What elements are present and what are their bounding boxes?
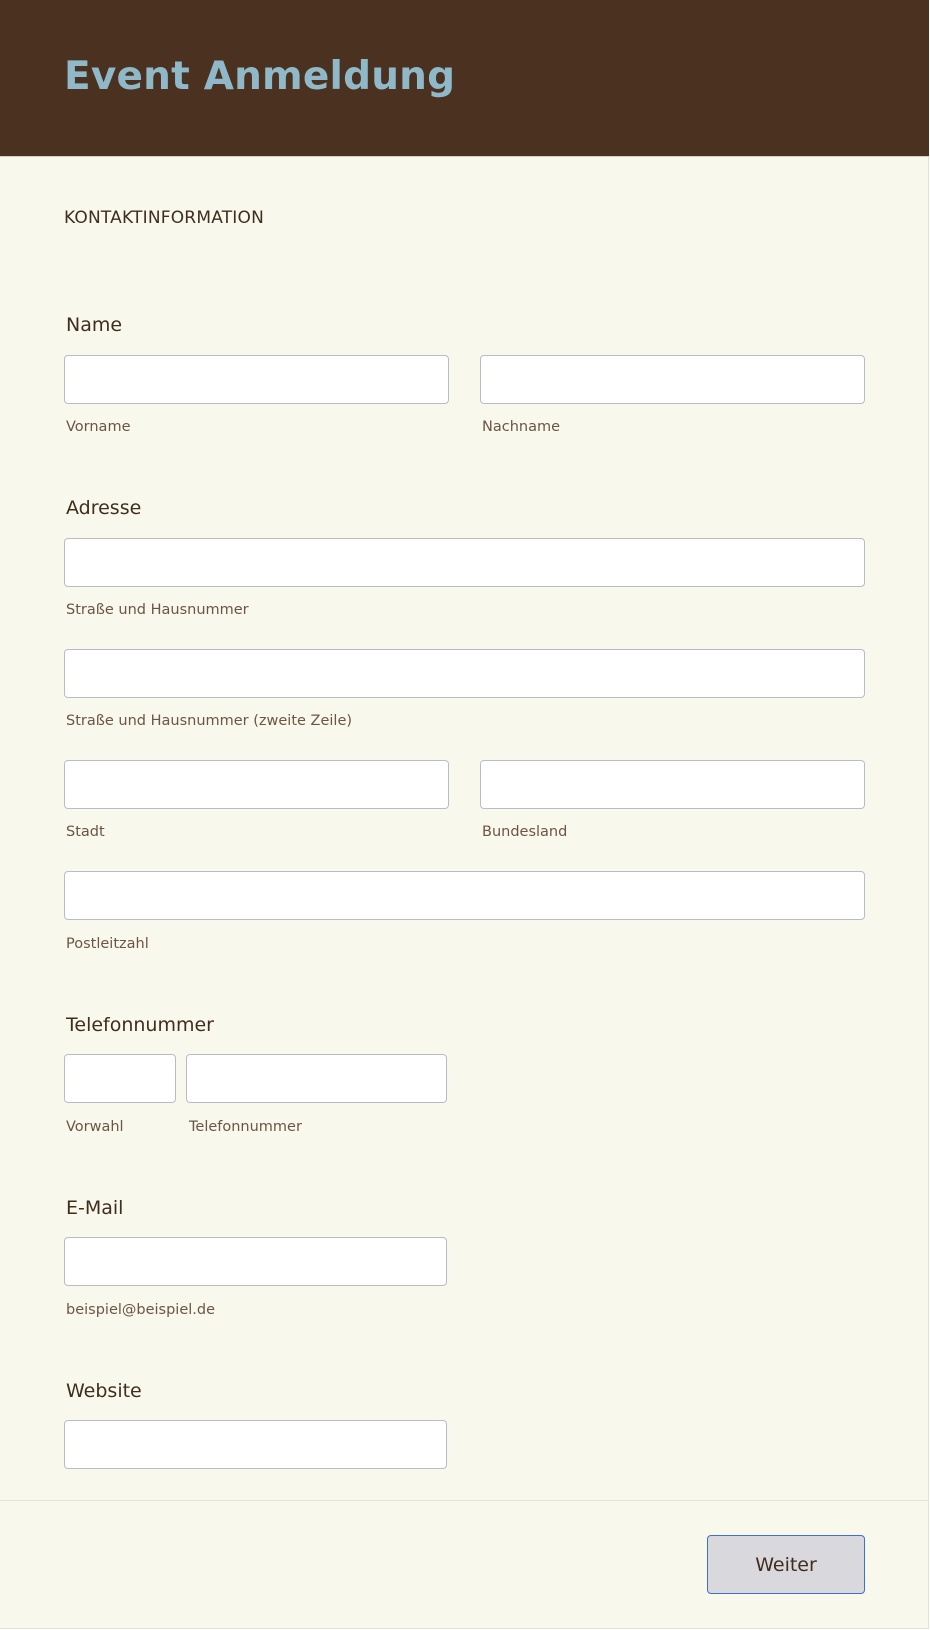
name-label: Name xyxy=(66,314,123,336)
website-input[interactable] xyxy=(64,1420,447,1469)
zip-input[interactable] xyxy=(64,871,865,920)
website-label: Website xyxy=(66,1380,142,1402)
area-code-sublabel: Vorwahl xyxy=(66,1119,124,1135)
street-sublabel: Straße und Hausnummer xyxy=(66,602,249,618)
state-sublabel: Bundesland xyxy=(482,824,568,840)
street2-sublabel: Straße und Hausnummer (zweite Zeile) xyxy=(66,713,353,729)
first-name-sublabel: Vorname xyxy=(66,419,131,435)
last-name-sublabel: Nachname xyxy=(482,419,561,435)
first-name-input[interactable] xyxy=(64,355,449,404)
phone-number-input[interactable] xyxy=(186,1054,447,1103)
next-button[interactable]: Weiter xyxy=(707,1535,865,1594)
section-heading: KONTAKTINFORMATION xyxy=(64,208,264,228)
address-label: Adresse xyxy=(66,497,142,519)
phone-number-sublabel: Telefonnummer xyxy=(189,1119,302,1135)
footer-divider xyxy=(0,1500,929,1501)
form-title: Event Anmeldung xyxy=(64,54,456,99)
email-sublabel: beispiel@beispiel.de xyxy=(66,1302,216,1318)
city-sublabel: Stadt xyxy=(66,824,105,840)
city-input[interactable] xyxy=(64,760,449,809)
street-input[interactable] xyxy=(64,538,865,587)
form-header xyxy=(0,0,929,157)
last-name-input[interactable] xyxy=(480,355,865,404)
state-input[interactable] xyxy=(480,760,865,809)
zip-sublabel: Postleitzahl xyxy=(66,936,149,952)
area-code-input[interactable] xyxy=(64,1054,176,1103)
email-label: E-Mail xyxy=(66,1197,124,1219)
email-input[interactable] xyxy=(64,1237,447,1286)
phone-label: Telefonnummer xyxy=(66,1014,214,1036)
street2-input[interactable] xyxy=(64,649,865,698)
